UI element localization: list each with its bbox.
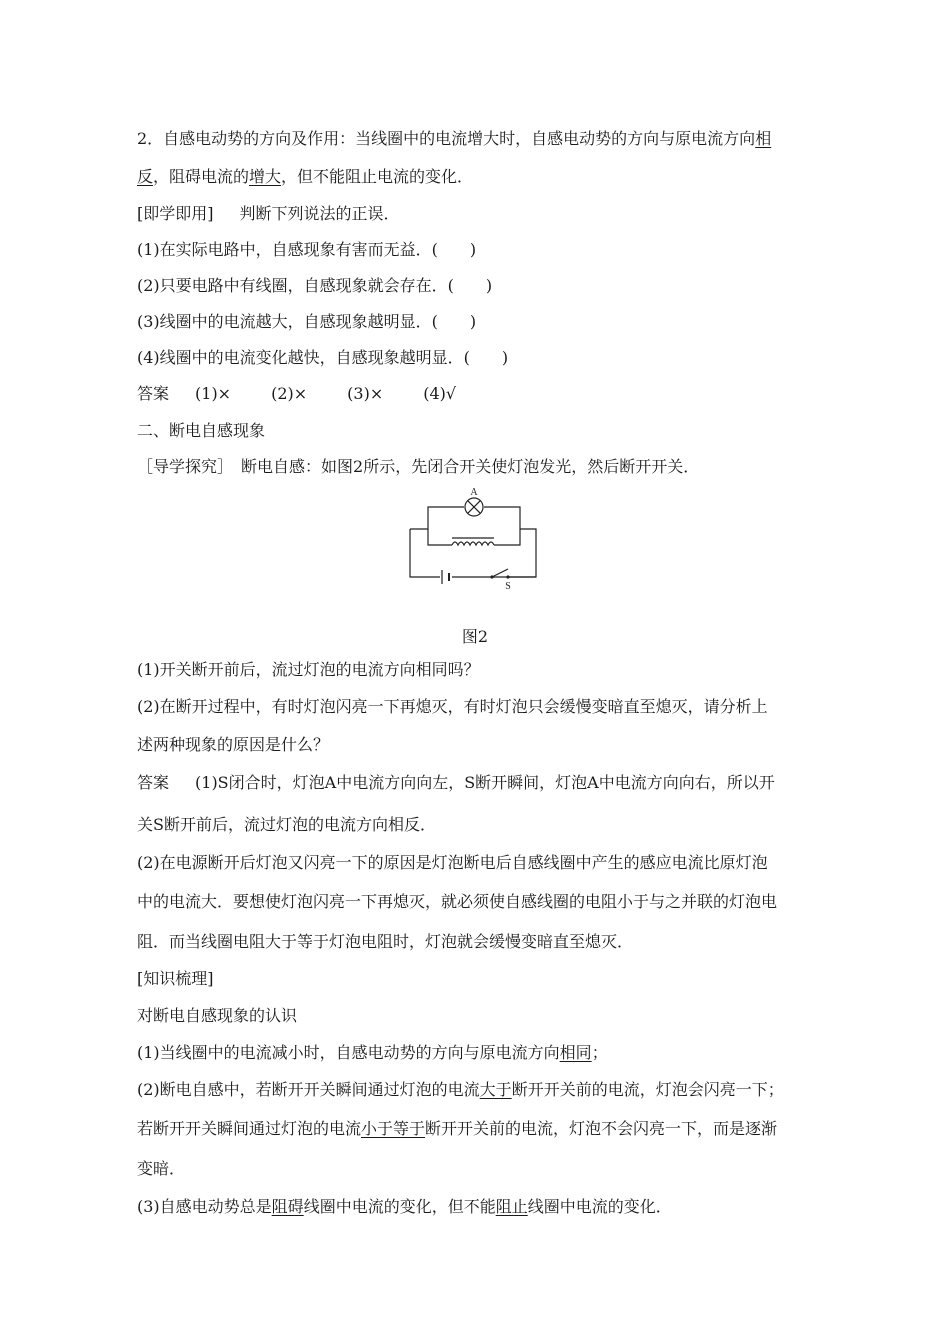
- branch-wire-lamp-left: [428, 507, 464, 529]
- underlined-answer: 相同: [559, 1043, 592, 1062]
- answer-2-line-2: 关S断开前后，流过灯泡的电流方向相反．: [137, 815, 436, 834]
- daoxue-line: [137, 457, 699, 477]
- zhishi-item-3: (3)自感电动势总是阻碍线圈中电流的变化，但不能阻止线圈中电流的变化．: [137, 1197, 672, 1216]
- judgement-answers: 答案 (1)× (2)× (3)× (4)√: [137, 384, 457, 403]
- question-1: (1)开关断开前后，流过灯泡的电流方向相同吗？: [137, 660, 480, 679]
- judgement-item-4: (4)线圈中的电流变化越快，自感现象越明显．( ): [137, 348, 509, 367]
- circuit-wire-left: [410, 529, 462, 577]
- zhishi-heading: 对断电自感现象的认识: [137, 1006, 298, 1025]
- answer-2-line-5: 阻．而当线圈电阻大于等于灯泡电阻时，灯泡就会缓慢变暗直至熄灭．: [137, 932, 634, 951]
- zhishi-item-2-line-2: 若断开开关瞬间通过灯泡的电流小于等于断开开关前的电流，灯泡不会闪亮一下，而是逐渐: [137, 1119, 778, 1138]
- zhishi-item-1: (1)当线圈中的电流减小时，自感电动势的方向与原电流方向相同；: [137, 1043, 608, 1062]
- branch-wire-lamp-right: [484, 507, 520, 545]
- jixue-heading: [137, 204, 400, 224]
- circuit-diagram: [404, 485, 542, 593]
- zhishi-title: [知识梳理]: [137, 969, 214, 988]
- judgement-item-2: (2)只要电路中有线圈，自感现象就会存在．( ): [137, 276, 493, 295]
- answer-2-line-4: 中的电流大．要想使灯泡闪亮一下再熄灭，就必须使自感线圈的电阻小于与之并联的灯泡电: [137, 892, 778, 911]
- underlined-answer: 阻碍: [271, 1197, 304, 1216]
- underlined-answer: 增大: [249, 167, 282, 186]
- underlined-answer: 相: [755, 129, 772, 148]
- branch-wire-coil-left: [428, 529, 452, 545]
- section-title: 二、断电自感现象: [137, 421, 266, 440]
- circuit-wire-right: [492, 529, 536, 577]
- answer-label: 答案: [137, 384, 170, 403]
- judgement-item-3: (3)线圈中的电流越大，自感现象越明显．( ): [137, 312, 477, 331]
- underlined-answer: 阻止: [495, 1197, 528, 1216]
- switch-lever: [492, 569, 508, 577]
- underlined-answer: 小于等于: [361, 1119, 426, 1138]
- jixue-prompt: 判断下列说法的正误．: [239, 204, 400, 223]
- question-2-line-1: (2)在断开过程中，有时灯泡闪亮一下再熄灭，有时灯泡只会缓慢变暗直至熄灭，请分析上: [137, 697, 768, 716]
- zhishi-item-2-line-1: (2)断电自感中，若断开开关瞬间通过灯泡的电流大于断开开关前的电流，灯泡会闪亮一下；: [137, 1080, 784, 1099]
- underlined-answer: 反: [137, 167, 154, 186]
- daoxue-text: 断电自感：如图2所示，先闭合开关使灯泡发光，然后断开开关．: [241, 457, 700, 476]
- switch-contact: [506, 575, 509, 578]
- switch-pivot: [490, 575, 493, 578]
- answer-2-line-3: (2)在电源断开后灯泡又闪亮一下的原因是灯泡断电后自感线圈中产生的感应电流比原灯泡: [137, 853, 768, 872]
- underlined-answer: 大于: [479, 1080, 512, 1099]
- paragraph-2-line-2: 反，阻碍电流的增大，但不能阻止电流的变化．: [137, 167, 474, 186]
- jixue-title: [即学即用]: [137, 204, 214, 223]
- inductor-coil-icon: [452, 542, 494, 545]
- judgement-item-1: (1)在实际电路中，自感现象有害而无益．( ): [137, 240, 477, 259]
- zhishi-item-2-line-3: 变暗．: [137, 1159, 186, 1178]
- answer-label: 答案: [137, 773, 170, 792]
- switch-label: S: [505, 581, 511, 592]
- daoxue-title: ［导学探究］: [137, 457, 234, 476]
- question-2-line-2: 述两种现象的原因是什么？: [137, 735, 330, 754]
- answer-2-line-1: 答案 (1)S闭合时，灯泡A中电流方向向左，S断开瞬间，灯泡A中电流方向向右，所以开: [137, 773, 775, 792]
- battery-icon: [440, 569, 452, 585]
- lamp-label: A: [470, 487, 478, 498]
- figure-caption: 图2: [461, 627, 489, 646]
- paragraph-2-line-1: 2．自感电动势的方向及作用：当线圈中的电流增大时，自感电动势的方向与原电流方向相: [137, 129, 772, 148]
